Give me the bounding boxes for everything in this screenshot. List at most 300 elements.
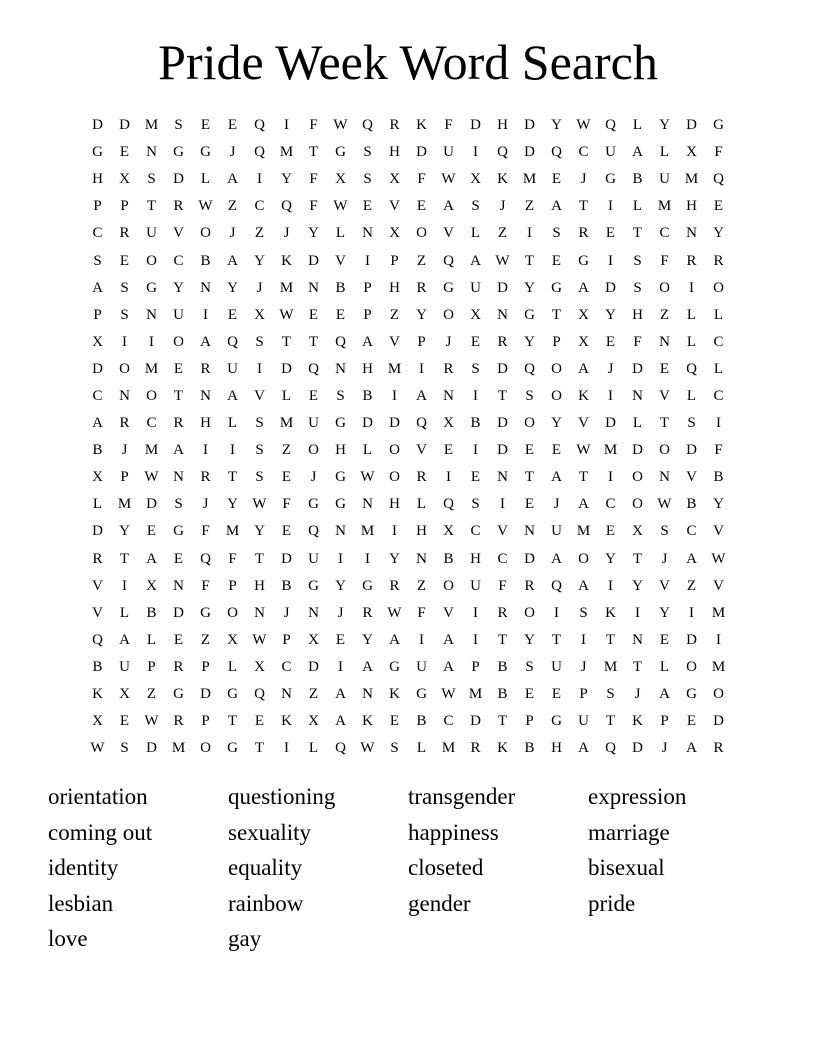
grid-letter: M (360, 523, 375, 540)
grid-letter: C (443, 713, 454, 730)
grid-letter: R (119, 415, 130, 432)
grid-letter: M (603, 658, 618, 675)
grid-letter: J (580, 658, 587, 675)
grid-letter: E (173, 360, 184, 377)
grid-letter: V (416, 442, 427, 459)
grid-letter: A (227, 252, 238, 269)
grid-row (84, 437, 732, 464)
grid-letter: R (173, 415, 184, 432)
grid-letter: N (254, 604, 265, 621)
grid-letter: Q (227, 333, 238, 350)
grid-letter: W (90, 740, 105, 757)
grid-letter: L (659, 658, 670, 675)
grid-letter: U (551, 523, 562, 540)
grid-letter: J (634, 686, 641, 703)
grid-letter: I (608, 469, 613, 486)
grid-letter: N (659, 469, 670, 486)
grid-letter: Q (524, 360, 535, 377)
grid-letter: Q (335, 740, 346, 757)
grid-letter: O (632, 469, 643, 486)
grid-letter: W (576, 117, 591, 134)
grid-letter: O (713, 279, 724, 296)
grid-letter: E (713, 198, 724, 215)
grid-letter: O (443, 577, 454, 594)
grid-letter: S (120, 279, 129, 296)
grid-letter: A (551, 550, 562, 567)
grid-letter: D (605, 279, 616, 296)
grid-letter: R (92, 550, 103, 567)
grid-letter: B (281, 577, 292, 594)
grid-letter: P (363, 306, 372, 323)
grid-letter: J (445, 333, 452, 350)
grid-letter: X (227, 631, 238, 648)
grid-letter: L (632, 117, 643, 134)
grid-letter: S (633, 252, 642, 269)
grid-letter: A (578, 740, 589, 757)
grid-letter: Y (335, 577, 346, 594)
grid-letter: I (689, 604, 694, 621)
grid-letter: E (470, 469, 481, 486)
grid-letter: O (200, 225, 211, 242)
grid-letter: O (632, 496, 643, 513)
grid-letter: L (200, 171, 211, 188)
grid-letter: Z (254, 225, 265, 242)
grid-letter: I (554, 604, 559, 621)
grid-letter: Q (200, 550, 211, 567)
grid-letter: H (254, 577, 265, 594)
grid-letter: O (416, 225, 427, 242)
grid-letter: L (686, 333, 697, 350)
grid-letter: O (389, 442, 400, 459)
grid-letter: P (120, 198, 129, 215)
word-list-item: identity (48, 855, 119, 881)
grid-letter: L (335, 225, 346, 242)
grid-row (84, 518, 732, 545)
grid-letter: A (146, 550, 157, 567)
grid-letter: U (308, 550, 319, 567)
grid-letter: S (687, 415, 696, 432)
grid-letter: I (608, 387, 613, 404)
grid-letter: G (173, 144, 184, 161)
grid-letter: C (497, 550, 508, 567)
grid-letter: N (173, 469, 184, 486)
grid-letter: N (308, 604, 319, 621)
grid-letter: B (416, 713, 427, 730)
grid-letter: E (119, 144, 130, 161)
grid-letter: B (713, 469, 724, 486)
grid-letter: X (119, 686, 130, 703)
grid-letter: Q (416, 415, 427, 432)
grid-letter: M (171, 740, 186, 757)
grid-letter: E (551, 442, 562, 459)
word-list-item: expression (588, 784, 687, 809)
grid-letter: D (308, 252, 319, 269)
grid-letter: N (335, 523, 346, 540)
grid-letter: D (497, 442, 508, 459)
grid-letter: L (713, 306, 724, 323)
grid-letter: J (229, 144, 236, 161)
grid-letter: J (283, 604, 290, 621)
grid-letter: F (714, 442, 723, 459)
grid-letter: T (497, 387, 508, 404)
grid-letter: G (362, 577, 373, 594)
grid-letter: P (417, 333, 426, 350)
grid-letter: U (605, 144, 616, 161)
grid-letter: D (497, 279, 508, 296)
word-list-item: happiness (408, 819, 499, 845)
grid-letter: U (227, 360, 238, 377)
grid-letter: Y (416, 306, 427, 323)
grid-row (84, 464, 732, 491)
grid-letter: X (443, 415, 454, 432)
grid-letter: D (632, 740, 643, 757)
grid-letter: D (389, 415, 400, 432)
grid-letter: E (227, 117, 238, 134)
grid-letter: L (686, 306, 697, 323)
grid-letter: X (92, 333, 103, 350)
grid-letter: Q (605, 740, 616, 757)
grid-letter: W (198, 198, 213, 215)
grid-letter: F (660, 252, 669, 269)
grid-letter: V (335, 252, 346, 269)
grid-letter: X (254, 306, 265, 323)
page-title: Pride Week Word Search (158, 34, 658, 90)
grid-letter: N (362, 686, 373, 703)
grid-letter: E (659, 631, 670, 648)
grid-letter: R (578, 225, 589, 242)
grid-letter: E (173, 631, 184, 648)
grid-letter: T (659, 415, 670, 432)
grid-letter: E (524, 496, 535, 513)
grid-letter: T (551, 631, 562, 648)
grid-letter: H (335, 442, 346, 459)
grid-row (84, 654, 732, 681)
grid-letter: Y (551, 415, 562, 432)
grid-letter: E (659, 360, 670, 377)
grid-letter: R (524, 577, 535, 594)
grid-letter: H (389, 144, 400, 161)
grid-letter: H (362, 360, 373, 377)
grid-letter: W (333, 117, 348, 134)
word-list-item: love (48, 926, 88, 952)
grid-letter: N (416, 550, 427, 567)
grid-letter: J (121, 442, 128, 459)
grid-letter: S (633, 279, 642, 296)
grid-letter: B (686, 496, 697, 513)
grid-letter: E (686, 713, 697, 730)
grid-row (84, 708, 732, 735)
grid-letter: H (497, 117, 508, 134)
grid-letter: M (468, 686, 483, 703)
grid-letter: M (522, 171, 537, 188)
grid-row (84, 546, 732, 573)
grid-letter: P (120, 469, 129, 486)
grid-letter: M (144, 360, 159, 377)
grid-letter: Y (551, 117, 562, 134)
grid-letter: W (495, 252, 510, 269)
grid-letter: Q (254, 686, 265, 703)
grid-letter: Z (686, 577, 697, 594)
grid-letter: E (281, 469, 292, 486)
grid-letter: D (92, 360, 103, 377)
grid-letter: O (146, 387, 157, 404)
grid-letter: Y (254, 252, 265, 269)
grid-letter: X (92, 713, 103, 730)
grid-letter: U (308, 415, 319, 432)
grid-letter: S (174, 117, 183, 134)
grid-letter: I (500, 496, 505, 513)
grid-letter: G (173, 686, 184, 703)
grid-letter: G (227, 740, 238, 757)
grid-letter: Q (281, 198, 292, 215)
grid-letter: U (470, 577, 481, 594)
grid-letter: T (227, 713, 238, 730)
grid-letter: A (578, 279, 589, 296)
grid-letter: V (92, 604, 103, 621)
grid-letter: F (309, 171, 318, 188)
grid-letter: I (581, 631, 586, 648)
grid-letter: E (335, 631, 346, 648)
word-list-item: bisexual (588, 855, 665, 881)
grid-letter: X (254, 658, 265, 675)
grid-letter: Z (524, 198, 535, 215)
grid-letter: K (92, 686, 103, 703)
grid-letter: I (392, 523, 397, 540)
grid-letter: D (362, 415, 373, 432)
grid-letter: E (119, 713, 130, 730)
grid-letter: M (117, 496, 132, 513)
grid-letter: W (144, 713, 159, 730)
grid-letter: V (173, 225, 184, 242)
grid-letter: J (661, 550, 668, 567)
grid-letter: I (257, 171, 262, 188)
grid-letter: L (281, 387, 292, 404)
grid-letter: W (441, 171, 456, 188)
grid-letter: M (576, 523, 591, 540)
grid-letter: G (443, 279, 454, 296)
grid-letter: I (284, 117, 289, 134)
grid-letter: D (200, 686, 211, 703)
grid-letter: E (389, 713, 400, 730)
grid-letter: C (686, 523, 697, 540)
grid-row (84, 329, 732, 356)
grid-letter: Y (524, 333, 535, 350)
grid-letter: S (147, 171, 156, 188)
grid-letter: S (255, 333, 264, 350)
grid-letter: U (551, 658, 562, 675)
grid-letter: N (443, 387, 454, 404)
grid-letter: Y (605, 306, 616, 323)
grid-letter: U (119, 658, 130, 675)
grid-letter: J (580, 171, 587, 188)
grid-letter: D (92, 117, 103, 134)
grid-letter: S (525, 387, 534, 404)
grid-letter: Q (686, 360, 697, 377)
grid-letter: L (362, 442, 373, 459)
grid-letter: V (686, 469, 697, 486)
grid-row (84, 410, 732, 437)
grid-letter: Y (659, 604, 670, 621)
grid-letter: E (254, 713, 265, 730)
grid-letter: H (632, 306, 643, 323)
grid-letter: J (607, 360, 614, 377)
grid-letter: D (470, 117, 481, 134)
grid-letter: T (119, 550, 130, 567)
grid-letter: P (363, 279, 372, 296)
grid-letter: B (335, 279, 346, 296)
grid-letter: E (281, 523, 292, 540)
grid-letter: S (255, 469, 264, 486)
grid-letter: Z (416, 252, 427, 269)
grid-letter: S (120, 306, 129, 323)
grid-letter: T (497, 631, 508, 648)
grid-row (84, 302, 732, 329)
grid-letter: U (470, 279, 481, 296)
grid-row (84, 139, 732, 166)
grid-letter: J (661, 740, 668, 757)
grid-letter: I (122, 333, 127, 350)
grid-letter: A (119, 631, 130, 648)
word-list-item: orientation (48, 784, 148, 809)
grid-letter: D (632, 360, 643, 377)
grid-letter: I (284, 740, 289, 757)
grid-letter: E (308, 387, 319, 404)
grid-letter: S (390, 740, 399, 757)
grid-row (84, 573, 732, 600)
grid-row (84, 681, 732, 708)
grid-letter: D (92, 523, 103, 540)
grid-letter: P (390, 252, 399, 269)
grid-letter: P (525, 713, 534, 730)
grid-letter: I (230, 442, 235, 459)
grid-letter: J (553, 496, 560, 513)
grid-letter: T (578, 469, 589, 486)
grid-letter: D (497, 360, 508, 377)
grid-letter: R (470, 740, 481, 757)
grid-letter: F (282, 496, 291, 513)
grid-letter: V (443, 604, 454, 621)
grid-letter: X (146, 577, 157, 594)
grid-letter: H (200, 415, 211, 432)
grid-letter: Q (497, 144, 508, 161)
grid-letter: G (551, 279, 562, 296)
grid-letter: E (308, 306, 319, 323)
grid-letter: Y (227, 279, 238, 296)
grid-letter: F (417, 171, 426, 188)
grid-letter: A (227, 387, 238, 404)
grid-letter: N (362, 496, 373, 513)
grid-letter: O (578, 550, 589, 567)
grid-letter: T (281, 333, 292, 350)
grid-letter: Q (254, 144, 265, 161)
grid-letter: M (144, 442, 159, 459)
grid-letter: C (92, 225, 103, 242)
grid-letter: E (335, 306, 346, 323)
grid-letter: W (360, 469, 375, 486)
grid-letter: D (524, 117, 535, 134)
grid-letter: K (632, 713, 643, 730)
grid-letter: O (551, 387, 562, 404)
grid-letter: L (713, 360, 724, 377)
grid-letter: I (392, 387, 397, 404)
grid-letter: W (252, 631, 267, 648)
grid-letter: H (92, 171, 103, 188)
grid-letter: N (146, 144, 157, 161)
grid-letter: F (714, 144, 723, 161)
grid-letter: N (335, 360, 346, 377)
grid-row (84, 491, 732, 518)
grid-letter: Q (443, 252, 454, 269)
grid-letter: O (443, 306, 454, 323)
grid-letter: E (524, 442, 535, 459)
grid-row (84, 247, 732, 274)
grid-letter: D (119, 117, 130, 134)
grid-letter: I (608, 198, 613, 215)
grid-letter: G (551, 713, 562, 730)
grid-letter: D (605, 415, 616, 432)
grid-letter: E (605, 333, 616, 350)
grid-letter: M (279, 279, 294, 296)
grid-letter: X (335, 171, 346, 188)
grid-letter: E (470, 333, 481, 350)
grid-letter: Z (146, 686, 157, 703)
grid-letter: K (362, 713, 373, 730)
grid-letter: S (471, 360, 480, 377)
grid-letter: H (551, 740, 562, 757)
grid-letter: R (119, 225, 130, 242)
word-list-item: marriage (588, 819, 670, 845)
grid-letter: F (444, 117, 453, 134)
grid-letter: X (389, 225, 400, 242)
grid-letter: V (443, 225, 454, 242)
grid-letter: I (716, 631, 721, 648)
word-list-item: gender (408, 890, 471, 916)
grid-letter: W (441, 686, 456, 703)
grid-letter: N (497, 306, 508, 323)
grid-letter: A (578, 360, 589, 377)
grid-letter: N (659, 333, 670, 350)
grid-letter: W (333, 198, 348, 215)
grid-letter: S (255, 415, 264, 432)
grid-letter: G (524, 306, 535, 323)
grid-letter: L (470, 225, 481, 242)
grid-letter: R (497, 333, 508, 350)
grid-letter: G (713, 117, 724, 134)
grid-letter: X (308, 713, 319, 730)
grid-letter: D (146, 740, 157, 757)
grid-letter: C (254, 198, 265, 215)
grid-letter: Q (362, 117, 373, 134)
grid-letter: W (360, 740, 375, 757)
grid-letter: A (686, 740, 697, 757)
grid-letter: W (711, 550, 726, 567)
grid-row (84, 383, 732, 410)
grid-letter: D (524, 144, 535, 161)
grid-letter: T (308, 333, 319, 350)
grid-letter: S (606, 686, 615, 703)
grid-letter: A (470, 252, 481, 269)
grid-letter: E (416, 198, 427, 215)
grid-letter: T (605, 713, 616, 730)
grid-letter: L (686, 387, 697, 404)
grid-row (84, 600, 732, 627)
grid-letter: T (173, 387, 184, 404)
grid-letter: I (446, 469, 451, 486)
grid-letter: A (551, 198, 562, 215)
grid-letter: S (525, 658, 534, 675)
grid-letter: B (497, 658, 508, 675)
grid-letter: X (308, 631, 319, 648)
